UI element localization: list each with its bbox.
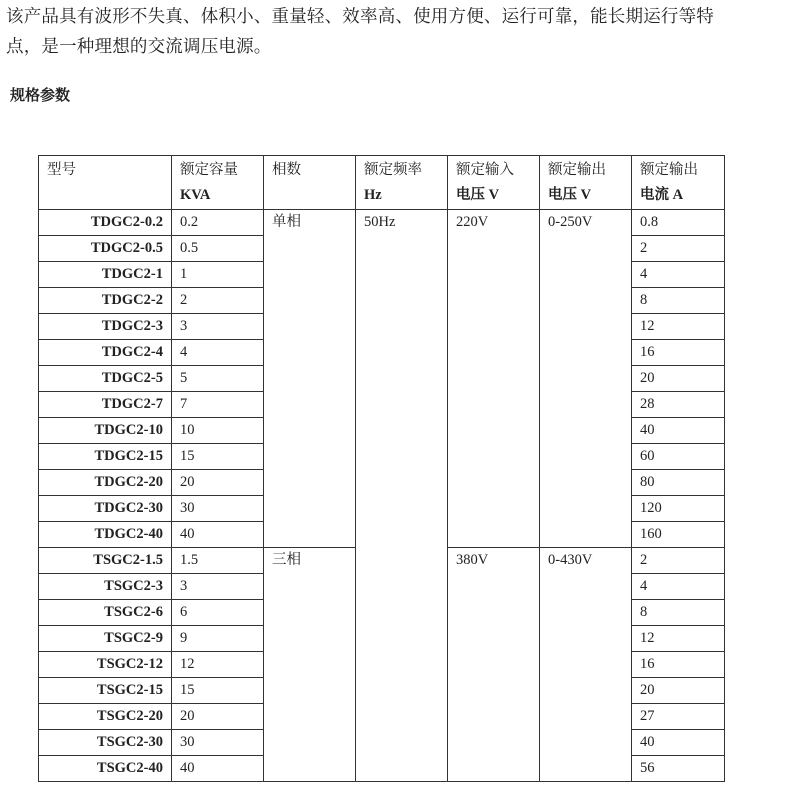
output-current-cell: 12 <box>632 314 725 340</box>
output-current-cell: 0.8 <box>632 210 725 236</box>
column-header-label: 额定输入 <box>456 162 514 178</box>
capacity-cell: 7 <box>172 392 264 418</box>
output-current-cell: 40 <box>632 730 725 756</box>
output-current-cell: 8 <box>632 288 725 314</box>
output-current-cell: 56 <box>632 756 725 782</box>
column-header-unit: Hz <box>364 187 382 203</box>
capacity-cell: 2 <box>172 288 264 314</box>
output-current-cell: 12 <box>632 626 725 652</box>
capacity-cell: 3 <box>172 574 264 600</box>
model-cell: TDGC2-0.5 <box>39 236 172 262</box>
model-cell: TDGC2-30 <box>39 496 172 522</box>
column-header-frequency <box>356 156 448 210</box>
column-header-phase <box>264 156 356 210</box>
output-current-cell: 8 <box>632 600 725 626</box>
output-current-cell: 2 <box>632 236 725 262</box>
output-current-cell: 4 <box>632 262 725 288</box>
phase-cell: 三相 <box>264 548 356 782</box>
output-current-cell: 80 <box>632 470 725 496</box>
column-header-output-current <box>632 156 725 210</box>
phase-cell: 单相 <box>264 210 356 548</box>
capacity-cell: 30 <box>172 496 264 522</box>
capacity-cell: 6 <box>172 600 264 626</box>
column-header-label: 型号 <box>47 162 76 178</box>
capacity-cell: 30 <box>172 730 264 756</box>
model-cell: TSGC2-9 <box>39 626 172 652</box>
model-cell: TSGC2-15 <box>39 678 172 704</box>
output-current-cell: 40 <box>632 418 725 444</box>
table-row <box>39 210 725 236</box>
output-current-cell: 2 <box>632 548 725 574</box>
output-current-cell: 20 <box>632 678 725 704</box>
model-cell: TDGC2-2 <box>39 288 172 314</box>
capacity-cell: 12 <box>172 652 264 678</box>
input-voltage-cell: 220V <box>448 210 540 548</box>
output-current-cell: 20 <box>632 366 725 392</box>
column-header-label: 额定频率 <box>364 162 422 178</box>
model-cell: TDGC2-0.2 <box>39 210 172 236</box>
model-cell: TSGC2-1.5 <box>39 548 172 574</box>
column-header-label: 相数 <box>272 162 301 178</box>
output-current-cell: 27 <box>632 704 725 730</box>
output-current-cell: 28 <box>632 392 725 418</box>
model-cell: TDGC2-5 <box>39 366 172 392</box>
model-cell: TDGC2-10 <box>39 418 172 444</box>
model-cell: TDGC2-15 <box>39 444 172 470</box>
model-cell: TDGC2-1 <box>39 262 172 288</box>
capacity-cell: 40 <box>172 522 264 548</box>
column-header-capacity <box>172 156 264 210</box>
frequency-cell: 50Hz <box>356 210 448 782</box>
table-body <box>39 210 725 782</box>
column-header-unit: 电压 V <box>548 187 592 203</box>
column-header-unit: KVA <box>180 187 211 203</box>
capacity-cell: 3 <box>172 314 264 340</box>
output-current-cell: 160 <box>632 522 725 548</box>
output-current-cell: 60 <box>632 444 725 470</box>
model-cell: TSGC2-40 <box>39 756 172 782</box>
capacity-cell: 40 <box>172 756 264 782</box>
model-cell: TDGC2-3 <box>39 314 172 340</box>
capacity-cell: 0.5 <box>172 236 264 262</box>
capacity-cell: 5 <box>172 366 264 392</box>
column-header-input-voltage <box>448 156 540 210</box>
column-header-label: 额定输出 <box>640 162 698 178</box>
output-voltage-cell: 0-250V <box>540 210 632 548</box>
model-cell: TSGC2-30 <box>39 730 172 756</box>
capacity-cell: 20 <box>172 470 264 496</box>
capacity-cell: 10 <box>172 418 264 444</box>
input-voltage-cell: 380V <box>448 548 540 782</box>
model-cell: TSGC2-3 <box>39 574 172 600</box>
table-header-row <box>39 156 725 210</box>
capacity-cell: 20 <box>172 704 264 730</box>
column-header-model <box>39 156 172 210</box>
capacity-cell: 1 <box>172 262 264 288</box>
output-current-cell: 4 <box>632 574 725 600</box>
model-cell: TSGC2-20 <box>39 704 172 730</box>
capacity-cell: 1.5 <box>172 548 264 574</box>
column-header-label: 额定输出 <box>548 162 606 178</box>
section-heading: 规格参数 <box>10 86 71 104</box>
intro-paragraph <box>6 2 791 62</box>
output-current-cell: 16 <box>632 340 725 366</box>
capacity-cell: 4 <box>172 340 264 366</box>
column-header-unit: 电流 A <box>640 187 684 203</box>
model-cell: TDGC2-40 <box>39 522 172 548</box>
output-voltage-cell: 0-430V <box>540 548 632 782</box>
intro-line-2: 点，是一种理想的交流调压电源。 <box>6 37 272 57</box>
output-current-cell: 120 <box>632 496 725 522</box>
intro-line-1: 该产品具有波形不失真、体积小、重量轻、效率高、使用方便、运行可靠，能长期运行等特 <box>6 7 714 27</box>
capacity-cell: 15 <box>172 678 264 704</box>
capacity-cell: 9 <box>172 626 264 652</box>
model-cell: TDGC2-7 <box>39 392 172 418</box>
model-cell: TDGC2-20 <box>39 470 172 496</box>
model-cell: TDGC2-4 <box>39 340 172 366</box>
output-current-cell: 16 <box>632 652 725 678</box>
column-header-output-voltage <box>540 156 632 210</box>
column-header-unit: 电压 V <box>456 187 500 203</box>
capacity-cell: 0.2 <box>172 210 264 236</box>
capacity-cell: 15 <box>172 444 264 470</box>
column-header-label: 额定容量 <box>180 162 238 178</box>
model-cell: TSGC2-6 <box>39 600 172 626</box>
spec-table <box>38 155 725 782</box>
model-cell: TSGC2-12 <box>39 652 172 678</box>
